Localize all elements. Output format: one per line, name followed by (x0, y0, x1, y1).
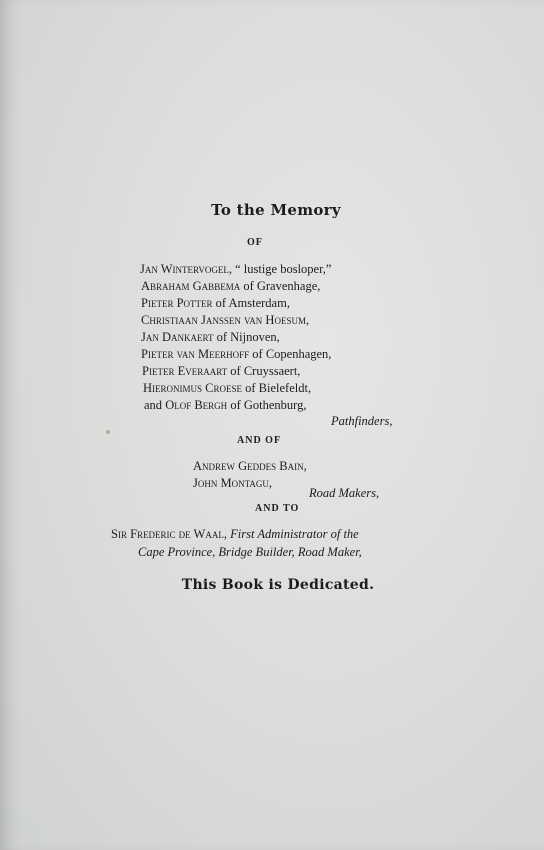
pathfinder-line (144, 398, 306, 413)
road-makers-label: Road Makers, (309, 486, 380, 500)
pathfinder-name: Olof Bergh (165, 398, 228, 412)
pathfinder-detail: of Gothenburg, (227, 398, 307, 412)
pathfinder-line (141, 279, 320, 294)
pathfinder-detail: of Nijnoven, (213, 330, 280, 344)
pathfinder-detail: “ lustige bosloper,” (231, 262, 332, 276)
pathfinder-line (143, 381, 311, 396)
road-maker-name: John Montagu, (193, 476, 273, 490)
pathfinder-name: Jan Wintervogel, (140, 262, 232, 276)
dedicatee-name: Sir Frederic de Waal, (111, 527, 227, 541)
pathfinders-label: Pathfinders, (331, 414, 393, 428)
pathfinder-detail: of Cruyssaert, (227, 364, 301, 378)
pathfinder-name: Pieter Potter (141, 296, 213, 310)
pathfinder-line (140, 262, 331, 277)
road-maker-line (193, 476, 272, 491)
pathfinder-detail: of Gravenhage, (240, 279, 321, 293)
and-of-label: AND OF (237, 435, 282, 446)
memory-heading: To the Memory (211, 201, 341, 219)
dedicatee-line-2: Cape Province, Bridge Builder, Road Maker, (138, 545, 362, 559)
and-to-label: AND TO (255, 503, 300, 514)
pathfinder-line (141, 296, 290, 311)
dedicatee-title: First Administrator of the (226, 527, 359, 541)
of-label: OF (247, 237, 263, 248)
pathfinder-detail: of Bielefeldt, (242, 381, 312, 395)
pathfinder-prefix: and (144, 398, 166, 412)
dedicatee-line-1 (111, 527, 359, 542)
pathfinder-name: Abraham Gabbema (141, 279, 241, 293)
pathfinder-detail: of Copenhagen, (249, 347, 332, 361)
dedication-heading: This Book is Dedicated. (181, 577, 375, 593)
pathfinder-line (141, 313, 309, 328)
pathfinder-detail: of Amsterdam, (212, 296, 290, 310)
road-maker-line (193, 459, 307, 474)
pathfinder-name: Christiaan Janssen van Hoesum, (141, 313, 310, 327)
paper-spot (106, 430, 110, 434)
pathfinder-line (141, 347, 331, 362)
road-maker-name: Andrew Geddes Bain, (193, 459, 307, 473)
pathfinder-line (141, 330, 280, 345)
pathfinder-line (142, 364, 300, 379)
pathfinder-name: Jan Dankaert (141, 330, 214, 344)
pathfinder-name: Hieronimus Croese (143, 381, 242, 395)
pathfinder-name: Pieter van Meerhoff (141, 347, 250, 361)
pathfinder-name: Pieter Everaart (142, 364, 228, 378)
